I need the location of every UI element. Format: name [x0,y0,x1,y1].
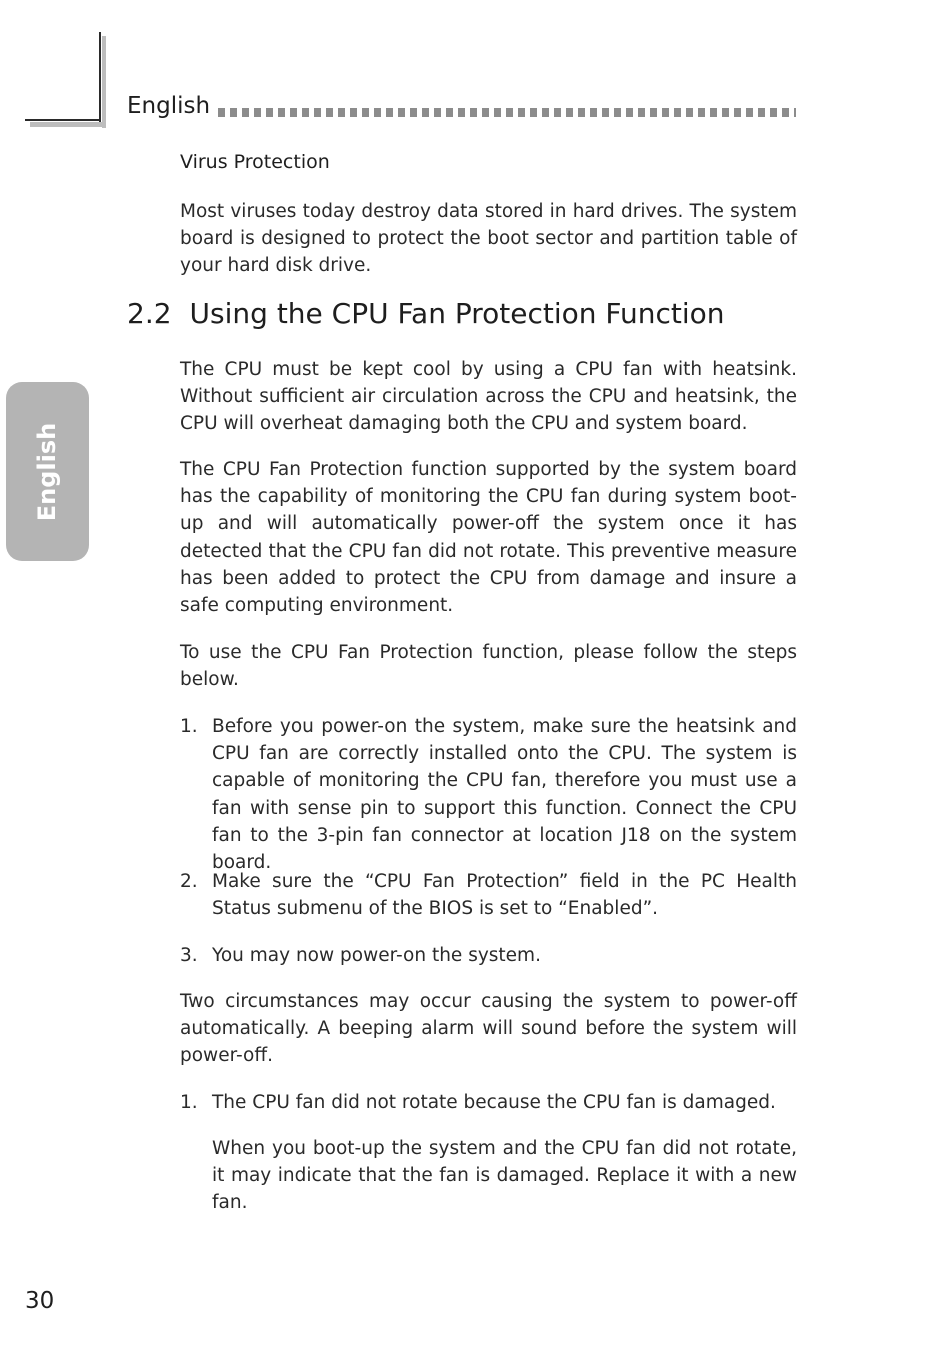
header-dotted-rule [218,108,796,117]
section-title [127,297,724,330]
list-item-text: Make sure the “CPU Fan Protection” field in the PC Health Status submenu of the BIOS is set to “Enabled”. [212,871,797,920]
list-item-text: You may now power-on the system. [212,945,541,966]
list-item-detail [180,1135,797,1217]
corner-mark [25,119,101,121]
paragraph-fan-protection: The CPU Fan Protection function supported by the system board has the capability of monitoring the CPU fan during system boot-up and will automatically power-off the system once it has detected that the CPU fan did not rotate. This preventive measure has been added to protect the CPU from damage and insure a safe computing environment. [180,459,797,617]
list-item-text: Before you power-on the system, make sure the heatsink and CPU fan are correctly installed onto the CPU. The system is capable of monitoring the CPU fan, therefore you must use a fan with sense pin to support this function. Connect the CPU fan to the 3-pin fan connector at location J18 on the system board. [212,716,797,874]
list-item-detail-text: When you boot-up the system and the CPU fan did not rotate, it may indicate that the fan is damaged. Replace it with a new fan. [212,1138,797,1214]
list-item-step [180,868,797,922]
paragraph-virus-protection: Most viruses today destroy data stored in hard drives. The system board is designed to protect the boot sector and partition table of your hard disk drive. [180,201,797,277]
list-item-text: The CPU fan did not rotate because the CPU fan is damaged. [212,1092,776,1113]
subheading-virus-protection: Virus Protection [180,151,330,173]
paragraph-steps-intro: To use the CPU Fan Protection function, please follow the steps below. [180,642,797,691]
paragraph-circumstances-intro: Two circumstances may occur causing the system to power-off automatically. A beeping alarm will sound before the system will power-off. [180,991,797,1067]
section-number: 2.2 [127,297,172,330]
paragraph-cpu-cooling: The CPU must be kept cool by using a CPU fan with heatsink. Without sufficient air circulation across the CPU and heatsink, the CPU will overheat damaging both the CPU and system board. [180,359,797,435]
header-language: English [127,93,211,119]
list-marker: 3. [180,945,198,966]
list-marker: 1. [180,1092,198,1113]
list-item-step [180,942,797,969]
list-marker: 1. [180,716,198,737]
page-number: 30 [25,1288,55,1314]
corner-mark-shadow [30,122,106,127]
section-title-text: Using the CPU Fan Protection Function [189,297,725,330]
list-marker: 2. [180,871,198,892]
list-item-step [180,713,797,876]
list-item-circumstance [180,1089,797,1116]
corner-mark [99,32,101,122]
corner-mark-shadow [102,36,106,128]
side-language-tab-label: English [33,422,61,522]
